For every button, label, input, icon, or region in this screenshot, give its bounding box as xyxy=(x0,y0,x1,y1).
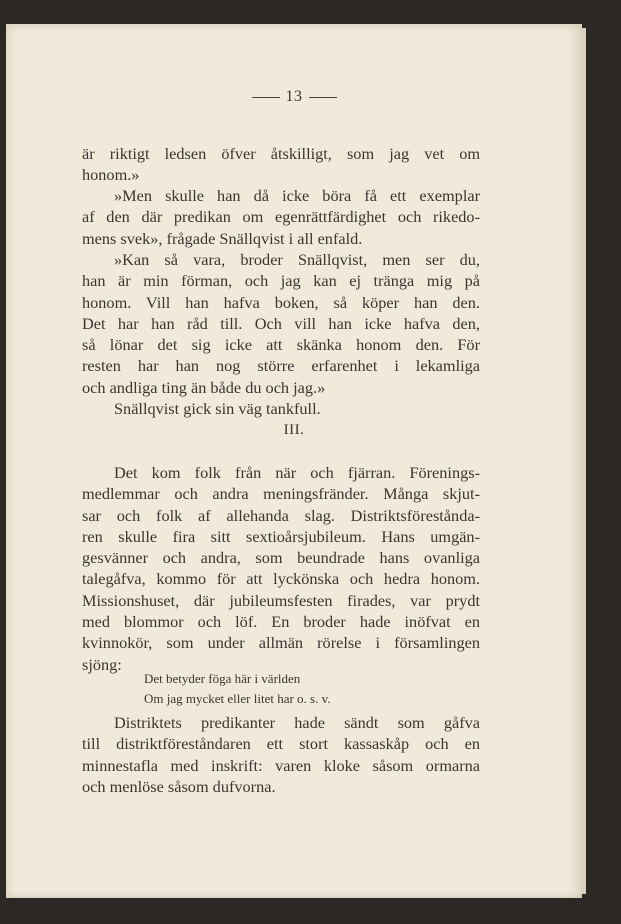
text-line: Det har han råd till. Och vill han icke hafva den, xyxy=(82,313,480,333)
text-line: gesvänner och andra, som beundrade hans ovanliga xyxy=(82,548,480,568)
text-line: Det kom folk från när och fjärran. Förenings- xyxy=(114,463,480,482)
page-edge xyxy=(582,28,586,894)
page-number xyxy=(6,88,582,106)
text-line: han är min förman, och jag kan ej tränga mig på xyxy=(82,271,480,291)
paragraph-5 xyxy=(82,462,480,675)
text-line: och andliga ting än både du och jag.» xyxy=(82,377,326,397)
text-line: så lönar det sig icke att skänka honom den. För xyxy=(82,335,480,355)
text-line: Snällqvist gick sin väg tankfull. xyxy=(114,399,321,418)
text-line: talegåfva, kommo för att lyckönska och hedra honom. xyxy=(82,569,480,589)
text-line: Missionshuset, där jubileumsfesten firades, var prydt xyxy=(82,590,480,610)
paragraph-1 xyxy=(82,143,480,186)
text-line: till distriktföreståndaren ett stort kassaskåp och en xyxy=(82,734,480,754)
text-line: honom.» xyxy=(82,165,140,185)
text-line: sar och folk af allehanda slag. Distriktsförestånda- xyxy=(82,505,480,525)
verse-line: Det betyder föga här i världen xyxy=(144,671,301,686)
paragraph-3 xyxy=(82,249,480,398)
page-number-text: 13 xyxy=(285,88,303,105)
text-line: »Kan så vara, broder Snällqvist, men ser du, xyxy=(114,250,480,269)
text-line: mens svek», frågade Snällqvist i all enfald. xyxy=(82,228,363,248)
text-line: af den där predikan om egenrättfärdighet och rikedo- xyxy=(82,207,480,227)
paragraph-4 xyxy=(82,398,480,419)
text-line: Distriktets predikanter hade sändt som gåfva xyxy=(114,713,480,732)
text-line: resten har han nog större erfarenhet i lekamliga xyxy=(82,356,480,376)
right-dash xyxy=(309,97,337,98)
text-line: kvinnokör, som under allmän rörelse i församlingen xyxy=(82,633,480,653)
text-line: ren skulle fira sitt sextioårsjubileum. Hans umgän- xyxy=(82,526,480,546)
book-page xyxy=(6,24,582,898)
verse-quote xyxy=(144,669,331,709)
text-line: honom. Vill han hafva boken, så köper han den. xyxy=(82,292,480,312)
text-line: med blommor och löf. En broder hade inöfvat en xyxy=(82,612,480,632)
text-line: och menlöse såsom dufvorna. xyxy=(82,776,276,796)
section-heading: III. xyxy=(283,422,305,438)
paragraph-2 xyxy=(82,185,480,249)
paragraph-6 xyxy=(82,712,480,797)
text-line: medlemmar och andra meningsfränder. Många skjut- xyxy=(82,484,480,504)
left-dash xyxy=(252,97,280,98)
text-line: är riktigt ledsen öfver åtskilligt, som jag vet om xyxy=(82,144,480,163)
text-line: »Men skulle han då icke böra få ett exemplar xyxy=(114,186,480,205)
text-line: sjöng: xyxy=(82,654,122,674)
text-line: minnestafla med inskrift: varen kloke såsom ormarna xyxy=(82,755,480,775)
verse-line: Om jag mycket eller litet har o. s. v. xyxy=(144,691,331,706)
